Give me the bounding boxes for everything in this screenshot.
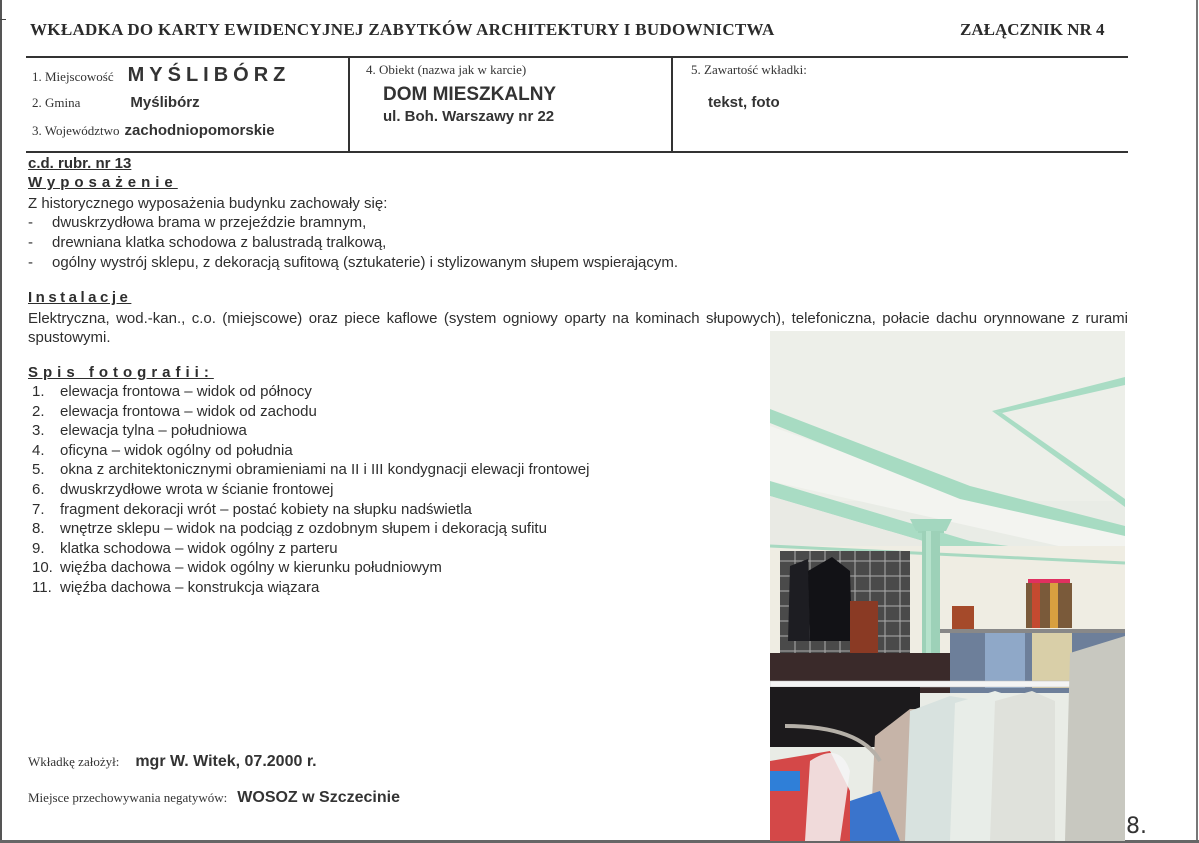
photo-list-item bbox=[32, 460, 589, 480]
photo-list bbox=[32, 382, 589, 598]
page-border-right bbox=[1196, 0, 1198, 843]
photo-number: 8. bbox=[1126, 814, 1147, 839]
item-number: 3. bbox=[32, 422, 45, 440]
photo-list-item bbox=[32, 480, 589, 500]
header-fields-table bbox=[26, 56, 1128, 153]
list-item-text: drewniana klatka schodowa z balustradą tralkową, bbox=[52, 234, 387, 251]
field-value: Myślibórz bbox=[130, 94, 200, 111]
item-text: więźba dachowa – widok ogólny w kierunku południowym bbox=[60, 559, 442, 577]
photo-list-item bbox=[32, 519, 589, 539]
photo-list-item bbox=[32, 441, 589, 461]
item-text: oficyna – widok ogólny od południa bbox=[60, 441, 293, 459]
field-wojewodztwo bbox=[32, 122, 275, 139]
bullet-dash: - bbox=[28, 254, 33, 271]
item-text: więźba dachowa – konstrukcja wiązara bbox=[60, 578, 320, 596]
author-label: Wkładkę założył: bbox=[28, 754, 120, 769]
object-address: ul. Boh. Warszawy nr 22 bbox=[383, 108, 555, 125]
rubric-continuation: c.d. rubr. nr 13 bbox=[28, 155, 132, 172]
photo-illustration bbox=[770, 331, 1125, 841]
annex-number: ZAŁĄCZNIK NR 4 bbox=[960, 20, 1105, 39]
list-item-text: dwuskrzydłowa brama w przejeździe bramnym, bbox=[52, 214, 367, 231]
photo-list-item bbox=[32, 382, 589, 402]
item-number: 4. bbox=[32, 441, 45, 459]
contents-column bbox=[673, 58, 1128, 151]
bullet-dash: - bbox=[28, 234, 33, 251]
bullet-dash: - bbox=[28, 214, 33, 231]
photo-list-item bbox=[32, 578, 589, 598]
page-border-left bbox=[0, 0, 2, 843]
wyposazenie-intro: Z historycznego wyposażenia budynku zachowały się: bbox=[28, 195, 388, 212]
field-value: zachodniopomorskie bbox=[124, 122, 275, 139]
author-value: mgr W. Witek, 07.2000 r. bbox=[135, 753, 317, 770]
storage-label: Miejsce przechowywania negatywów: bbox=[28, 790, 228, 805]
field-label: 4. Obiekt (nazwa jak w karcie) bbox=[366, 62, 527, 77]
section-heading-spis-fotografii: Spis fotografii: bbox=[28, 364, 214, 381]
photo-list-item bbox=[32, 558, 589, 578]
field-label: 1. Miejscowość bbox=[32, 69, 114, 84]
field-gmina bbox=[32, 94, 200, 111]
photo-list-item bbox=[32, 402, 589, 422]
item-number: 2. bbox=[32, 402, 45, 420]
item-text: fragment dekoracji wrót – postać kobiety na słupku nadświetla bbox=[60, 500, 472, 518]
item-number: 1. bbox=[32, 383, 45, 400]
wyposazenie-list bbox=[28, 213, 678, 273]
document-title: WKŁADKA DO KARTY EWIDENCYJNEJ ZABYTKÓW ARCHITEKTURY I BUDOWNICTWA bbox=[30, 20, 775, 39]
item-number: 5. bbox=[32, 461, 45, 479]
instalacje-text: Elektryczna, wod.-kan., c.o. (miejscowe) oraz piece kaflowe (system ogniowy oparty na kominach słupowych), telefoniczna, połacie dachu orynnowane z rurami spustowymi. bbox=[28, 310, 1128, 346]
item-text: elewacja frontowa – widok od północy bbox=[60, 383, 312, 400]
section-heading-instalacje: Instalacje bbox=[28, 289, 132, 306]
list-item bbox=[28, 253, 678, 273]
field-label: 3. Województwo bbox=[32, 123, 120, 138]
item-number: 10. bbox=[32, 559, 53, 577]
list-item bbox=[28, 233, 678, 253]
field-value: MYŚLIBÓRZ bbox=[127, 64, 291, 86]
item-text: dwuskrzydłowe wrota w ścianie frontowej bbox=[60, 480, 334, 498]
section-heading-wyposazenie: Wyposażenie bbox=[28, 174, 178, 191]
photo-list-item bbox=[32, 500, 589, 520]
item-text: klatka schodowa – widok ogólny z parteru bbox=[60, 539, 338, 557]
storage-row bbox=[28, 789, 400, 807]
location-column bbox=[26, 58, 350, 151]
item-number: 9. bbox=[32, 539, 45, 557]
photo-list-item bbox=[32, 539, 589, 559]
list-item-text: ogólny wystrój sklepu, z dekoracją sufitową (sztukaterie) i stylizowanym słupem wspierającym. bbox=[52, 254, 679, 271]
storage-value: WOSOZ w Szczecinie bbox=[237, 789, 400, 806]
field-label: 5. Zawartość wkładki: bbox=[691, 62, 807, 77]
field-label: 2. Gmina bbox=[32, 95, 81, 110]
item-number: 7. bbox=[32, 500, 45, 518]
field-value: tekst, foto bbox=[708, 94, 780, 111]
author-row bbox=[28, 753, 317, 771]
item-text: wnętrze sklepu – widok na podciąg z ozdobnym słupem i dekoracją sufitu bbox=[60, 520, 547, 538]
photo-list-item bbox=[32, 421, 589, 441]
field-miejscowosc bbox=[32, 64, 290, 87]
photo-shop-interior bbox=[770, 331, 1125, 841]
item-text: elewacja tylna – południowa bbox=[60, 422, 247, 440]
list-item bbox=[28, 213, 678, 233]
margin-tick bbox=[0, 19, 6, 20]
item-number: 8. bbox=[32, 520, 45, 538]
object-column bbox=[350, 58, 673, 151]
item-text: okna z architektonicznymi obramieniami na II i III kondygnacji elewacji frontowej bbox=[60, 461, 590, 479]
item-number: 6. bbox=[32, 480, 45, 498]
item-text: elewacja frontowa – widok od zachodu bbox=[60, 402, 317, 420]
item-number: 11. bbox=[32, 578, 52, 596]
object-name: DOM MIESZKALNY bbox=[383, 84, 557, 105]
